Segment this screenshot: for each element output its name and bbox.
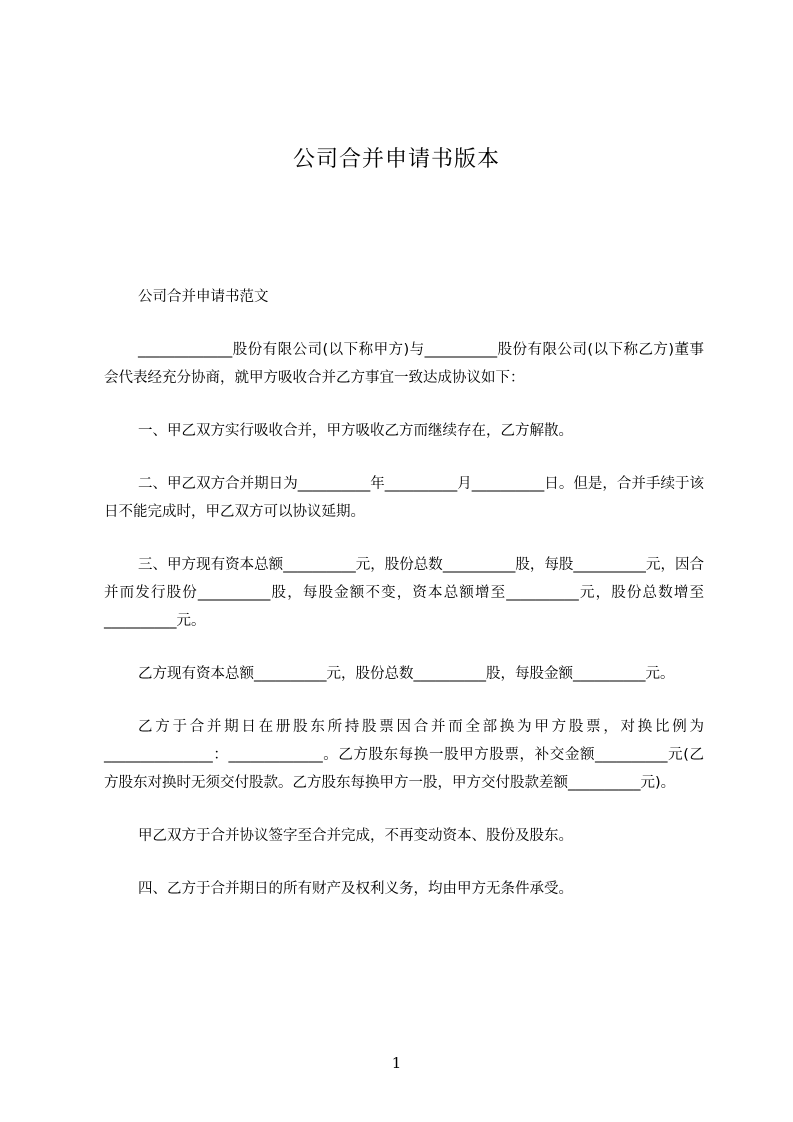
paragraph-clause-2: 二、甲乙双方合并期日为__________年__________月__________日。但是，合并手续于该日不能完成时，甲乙双方可以协议延期。 (104, 476, 704, 520)
paragraph-heading: 公司合并申请书范文 (138, 289, 269, 305)
paragraph-party-b-capital: 乙方现有资本总额__________元，股份总数__________股，每股金额__________元。 (138, 666, 675, 682)
paragraph-share-exchange: 乙方于合并期日在册股东所持股票因合并而全部换为甲方股票，对换比例为_______________：_____________。乙方股东每换一股甲方股票，补交金额__________元(乙方股东对换时无须交付股款。乙方股东每换甲方一股，甲方交付股款差额__________元)。 (104, 719, 704, 791)
document-body (104, 283, 704, 928)
document-title: 公司合并申请书版本 (292, 147, 500, 172)
paragraph-no-change: 甲乙双方于合并协议签字至合并完成，不再变动资本、股份及股东。 (138, 828, 573, 844)
paragraph-clause-1: 一、甲乙双方实行吸收合并，甲方吸收乙方而继续存在，乙方解散。 (138, 423, 573, 439)
paragraph-intro: _____________股份有限公司(以下称甲方)与__________股份有限公司(以下称乙方)董事会代表经充分协商，就甲方吸收合并乙方事宜一致达成协议如下： (104, 342, 704, 386)
page-number: 1 (391, 1054, 402, 1072)
paragraph-clause-4: 四、乙方于合并期日的所有财产及权利义务，均由甲方无条件承受。 (138, 881, 573, 897)
paragraph-clause-3: 三、甲方现有资本总额__________元，股份总数__________股，每股__________元，因合并而发行股份__________股，每股金额不变，资本总额增至__________元，股份总数增至__________元。 (104, 557, 704, 629)
